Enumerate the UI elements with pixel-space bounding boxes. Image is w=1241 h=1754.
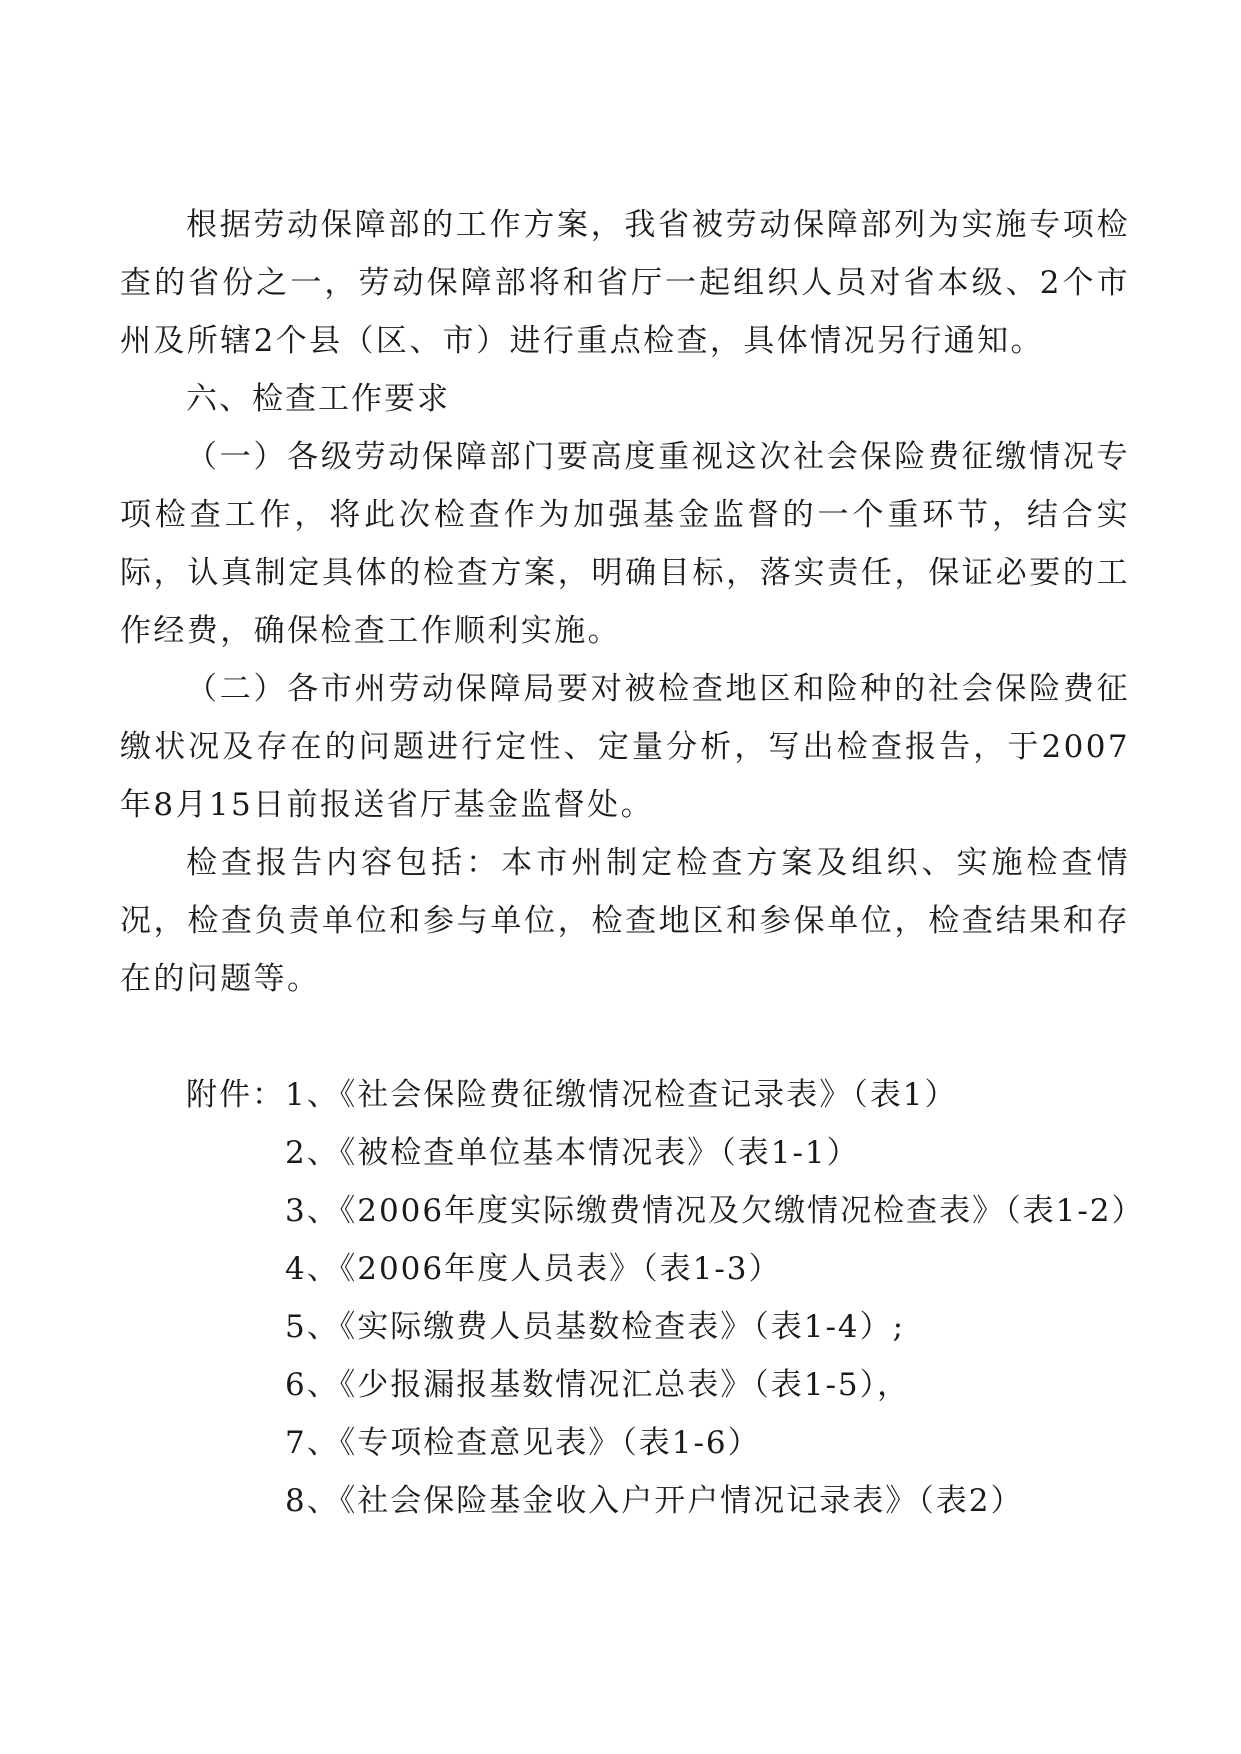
attachment-title: 7、《专项检查意见表》（表1-6）	[285, 1425, 761, 1461]
attachment-item	[120, 1124, 1130, 1182]
paragraph-requirement-2: （二）各市州劳动保障局要对被检查地区和险种的社会保险费征缴状况及存在的问题进行定性、定量分析，写出检查报告，于2007年8月15日前报送省厅基金监督处。	[120, 671, 1130, 823]
paragraph-requirement-1: （一）各级劳动保障部门要高度重视这次社会保险费征缴情况专项检查工作，将此次检查作为加强基金监督的一个重环节，结合实际，认真制定具体的检查方案，明确目标，落实责任，保证必要的工作经费，确保检查工作顺利实施。	[120, 439, 1130, 649]
attachment-item	[120, 1356, 1130, 1414]
attachment-title: 1、《社会保险费征缴情况检查记录表》（表1）	[285, 1077, 958, 1113]
attachment-item	[120, 1066, 1130, 1124]
attachment-item	[120, 1240, 1130, 1298]
attachments-list	[120, 1066, 1145, 1530]
attachment-title: 5、《实际缴费人员基数检查表》（表1-4）;	[285, 1309, 906, 1345]
spacer	[120, 1008, 1130, 1066]
paragraph-report-content: 检查报告内容包括：本市州制定检查方案及组织、实施检查情况，检查负责单位和参与单位，检查地区和参保单位，检查结果和存在的问题等。	[120, 845, 1130, 997]
attachment-title: 3、《2006年度实际缴费情况及欠缴情况检查表》（表1-2）	[285, 1193, 1145, 1229]
attachment-item	[120, 1298, 1130, 1356]
attachment-item	[120, 1472, 1130, 1530]
attachment-title: 4、《2006年度人员表》（表1-3）	[285, 1251, 782, 1287]
attachment-item	[120, 1182, 1145, 1240]
attachment-item	[120, 1414, 1130, 1472]
attachment-title: 8、《社会保险基金收入户开户情况记录表》（表2）	[285, 1483, 1024, 1519]
section-heading-requirements: 六、检查工作要求	[186, 381, 450, 417]
attachment-title: 2、《被检查单位基本情况表》（表1-1）	[285, 1135, 860, 1171]
document-page	[120, 196, 1145, 1530]
attachments-label: 附件：	[186, 1077, 285, 1113]
paragraph-inspection-plan: 根据劳动保障部的工作方案，我省被劳动保障部列为实施专项检查的省份之一，劳动保障部将和省厅一起组织人员对省本级、2个市州及所辖2个县（区、市）进行重点检查，具体情况另行通知。	[120, 207, 1130, 359]
attachment-title: 6、《少报漏报基数情况汇总表》（表1-5），	[285, 1367, 911, 1403]
